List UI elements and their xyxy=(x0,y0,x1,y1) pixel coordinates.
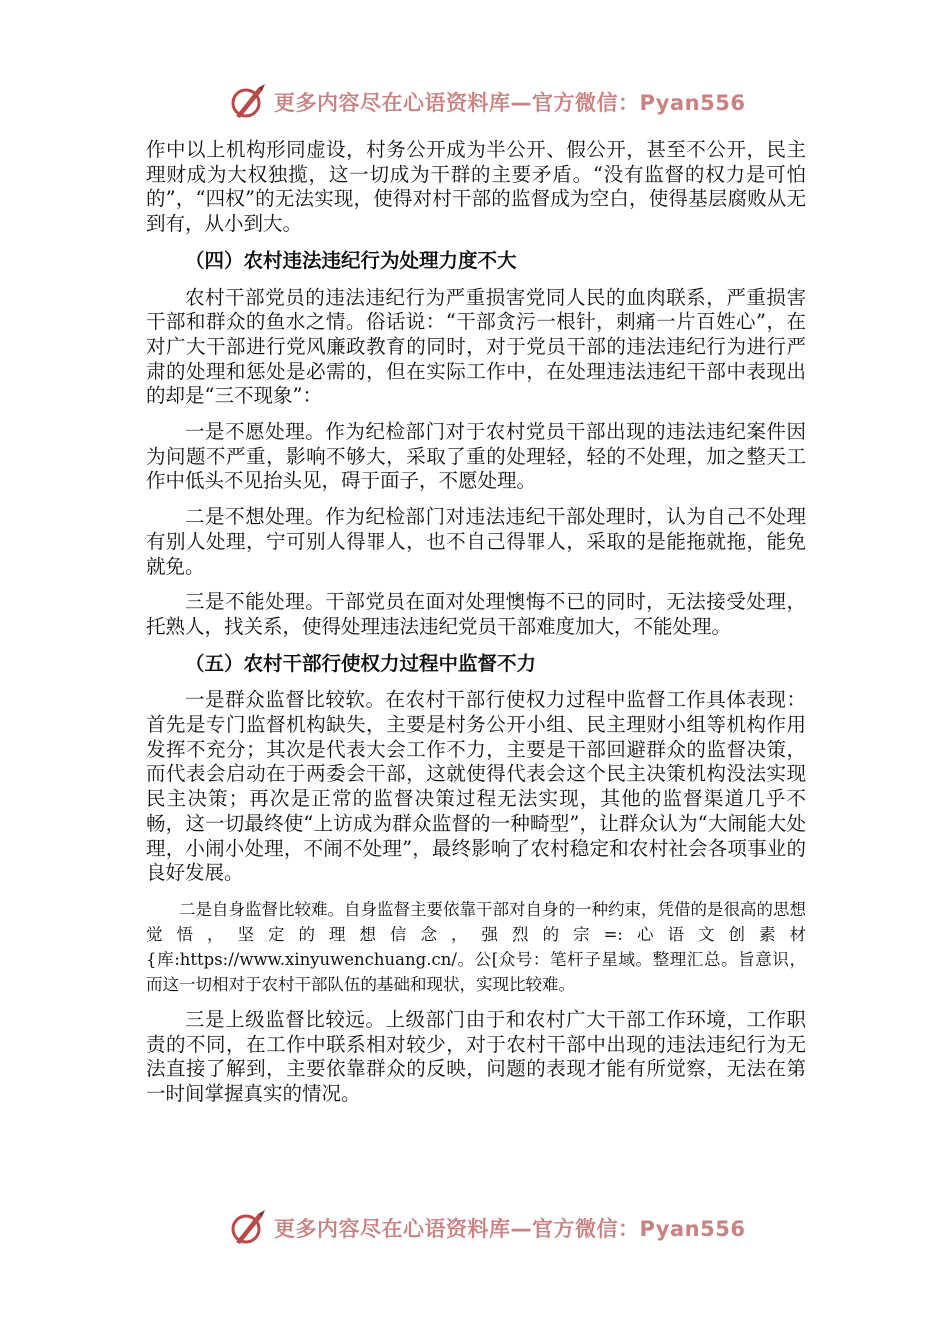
paragraph-violations: 农村干部党员的违法违纪行为严重损害党同人民的血肉联系，严重损害干部和群众的鱼水之情。俗话说：“干部贪污一根针，刺痛一片百姓心”，在对广大干部进行党风廉政教育的同时，对于党员干部的违法违纪行为进行严肃的处理和惩处是必需的，但在实际工作中，在处理违法违纪干部中表现出的却是“三不现象”： xyxy=(146,285,806,408)
paragraph-unable: 三是不能处理。干部党员在面对处理懊悔不已的同时，无法接受处理，托熟人，找关系，使得处理违法违纪党员干部难度加大，不能处理。 xyxy=(146,590,806,638)
paragraph-self-supervision: 二是自身监督比较难。自身监督主要依靠干部对自身的一种约束，凭借的是很高的思想觉悟，坚定的理想信念，强烈的宗=:心语文创素材{库:https://www.xinyuwenchuang.cn/。公[众号：笔杆子星域。整理汇总。旨意识，而这一切相对于农村干部队伍的基础和现状，实现比较难。 xyxy=(146,899,806,994)
document-body xyxy=(146,138,806,1107)
quill-pen-logo-icon xyxy=(228,1208,268,1248)
section-heading-5: （五）农村干部行使权力过程中监督不力 xyxy=(185,651,537,675)
header-banner xyxy=(228,82,748,122)
paragraph-mass-supervision: 一是群众监督比较软。在农村干部行使权力过程中监督工作具体表现：首先是专门监督机构缺失，主要是村务公开小组、民主理财小组等机构作用发挥不充分；其次是代表大会工作不力，主要是干部回避群众的监督决策，而代表会启动在于两委会干部，这就使得代表会这个民主决策机构没法实现民主决策；再次是正常的监督决策过程无法实现，其他的监督渠道几乎不畅，这一切最终使“上访成为群众监督的一种畸型”，让群众认为“大闹能大处理，小闹小处理，不闹不处理”，最终影响了农村稳定和农村社会各项事业的良好发展。 xyxy=(146,688,806,885)
quill-pen-logo-icon xyxy=(228,82,268,122)
footer-banner xyxy=(228,1208,748,1248)
footer-banner-text: 更多内容尽在心语资料库—官方微信：Pyan556 xyxy=(274,1217,746,1241)
section-heading-4: （四）农村违法违纪行为处理力度不大 xyxy=(185,248,517,272)
paragraph-unwilling: 一是不愿处理。作为纪检部门对于农村党员干部出现的违法违纪案件因为问题不严重，影响不够大，采取了重的处理轻，轻的不处理，加之整天工作中低头不见抬头见，碍于面子，不愿处理。 xyxy=(146,420,806,493)
paragraph-unwanting: 二是不想处理。作为纪检部门对违法违纪干部处理时，认为自己不处理有别人处理，宁可别人得罪人，也不自己得罪人，采取的是能拖就拖，能免就免。 xyxy=(146,505,806,578)
paragraph-continued: 作中以上机构形同虚设，村务公开成为半公开、假公开，甚至不公开，民主理财成为大权独揽，这一切成为干群的主要矛盾。“没有监督的权力是可怕的”，“四权”的无法实现，使得对村干部的监督成为空白，使得基层腐败从无到有，从小到大。 xyxy=(146,138,806,236)
header-banner-text: 更多内容尽在心语资料库—官方微信：Pyan556 xyxy=(274,91,746,115)
paragraph-superior-supervision: 三是上级监督比较远。上级部门由于和农村广大干部工作环境，工作职责的不同，在工作中联系相对较少，对于农村干部中出现的违法违纪行为无法直接了解到，主要依靠群众的反映，问题的表现才能有所觉察，无法在第一时间掌握真实的情况。 xyxy=(146,1007,806,1106)
